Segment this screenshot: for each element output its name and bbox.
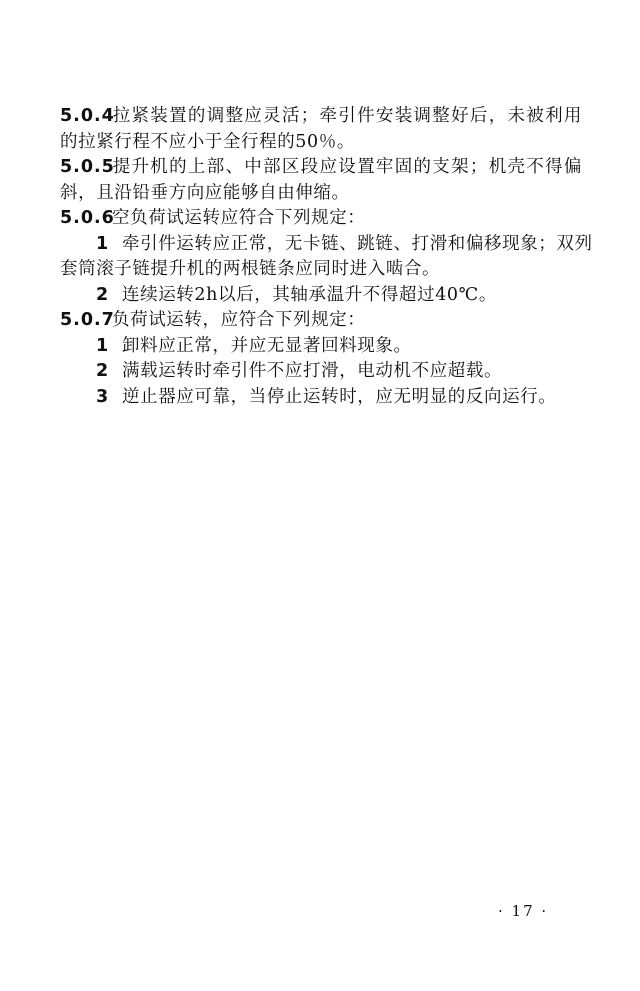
clause-text: 拉紧装置的调整应灵活；牵引件安装调整好后，未被利用 bbox=[112, 106, 582, 126]
clause-number: 5.0.5 bbox=[60, 157, 115, 177]
clause-5-0-7-item-2 bbox=[60, 359, 582, 385]
clause-5-0-7-line-1 bbox=[60, 308, 582, 334]
item-number: 2 bbox=[96, 361, 109, 381]
clause-text: 斜，且沿铅垂方向应能够自由伸缩。 bbox=[60, 182, 350, 203]
item-text: 逆止器应可靠，当停止运转时，应无明显的反向运行。 bbox=[122, 386, 557, 407]
clause-text: 负荷试运转，应符合下列规定： bbox=[112, 310, 366, 330]
clause-number: 5.0.7 bbox=[60, 310, 115, 330]
clause-number: 5.0.6 bbox=[60, 208, 115, 228]
clause-text: 空负荷试运转应符合下列规定： bbox=[112, 208, 366, 228]
clause-5-0-5-line-1 bbox=[60, 155, 582, 181]
item-text: 套筒滚子链提升机的两根链条应同时进入啮合。 bbox=[60, 259, 441, 279]
clause-5-0-7-item-3 bbox=[60, 385, 582, 411]
clause-5-0-6-item-1-line-2 bbox=[60, 257, 582, 283]
clause-5-0-6-line-1 bbox=[60, 206, 582, 232]
page-number: · 17 · bbox=[498, 902, 549, 920]
clause-text: 提升机的上部、中部区段应设置牢固的支架；机壳不得偏 bbox=[112, 157, 582, 177]
clause-5-0-7-item-1 bbox=[60, 334, 582, 360]
item-number: 3 bbox=[96, 386, 109, 407]
clause-5-0-4-line-1 bbox=[60, 104, 582, 130]
clause-5-0-6-item-1-line-1 bbox=[60, 232, 593, 258]
item-number: 2 bbox=[96, 284, 109, 305]
item-text: 连续运转2h以后，其轴承温升不得超过40℃。 bbox=[122, 284, 497, 305]
clause-text: 的拉紧行程不应小于全行程的50％。 bbox=[60, 131, 355, 152]
clause-5-0-6-item-2 bbox=[60, 283, 582, 309]
item-text: 卸料应正常，并应无显著回料现象。 bbox=[122, 335, 412, 356]
item-number: 1 bbox=[96, 335, 109, 356]
item-number: 1 bbox=[96, 233, 109, 254]
document-body bbox=[60, 104, 593, 410]
clause-5-0-4-line-2 bbox=[60, 130, 582, 156]
item-text: 满载运转时牵引件不应打滑，电动机不应超载。 bbox=[122, 361, 503, 381]
clause-5-0-5-line-2 bbox=[60, 181, 582, 207]
clause-number: 5.0.4 bbox=[60, 106, 115, 126]
item-text: 牵引件运转应正常，无卡链、跳链、打滑和偏移现象；双列 bbox=[122, 233, 593, 254]
